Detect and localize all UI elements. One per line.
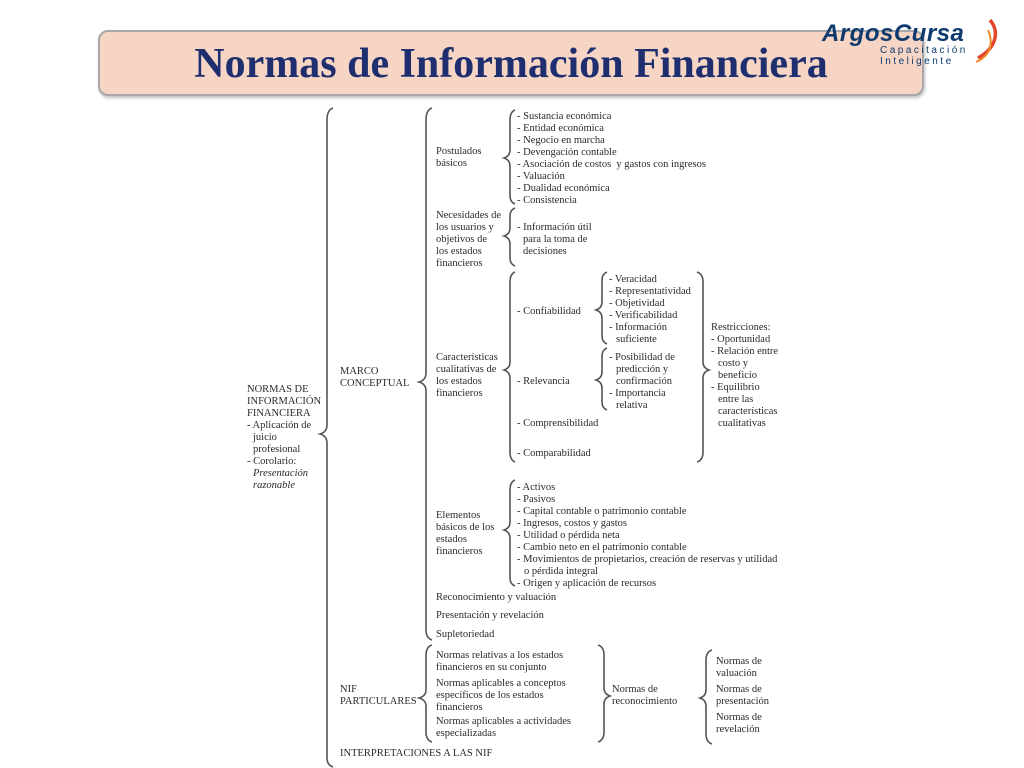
restriccion-item: costo y [718,358,749,369]
nif-item: Normas relativas a los estados [436,650,564,661]
postulado-item: - Dualidad económica [517,183,610,194]
elemento-item: - Origen y aplicación de recursos [517,578,657,589]
restriccion-item: cualitativas [718,418,766,429]
root-line8: Presentación [253,468,309,479]
elemento-item: - Pasivos [517,494,556,505]
rel-item: confirmación [616,376,672,387]
conf-item: - Verificabilidad [609,310,678,321]
rel-item: - Posibilidad de [609,352,675,363]
elemento-item: - Ingresos, costos y gastos [517,518,627,529]
necesidades-item1: - Información útil [517,222,592,233]
nif-line2: PARTICULARES [340,696,417,707]
restriccion-item: - Relación entre [711,346,779,357]
page-title: Normas de Información Financiera [194,41,828,87]
nif-item: financieros en su conjunto [436,662,547,673]
root-line4: - Aplicación de [247,420,312,431]
postulado-item: - Asociación de costos y gastos con ingresos [517,159,706,170]
elementos-label4: financieros [436,546,483,557]
presentacion-revelacion: Presentación y revelación [436,610,544,621]
brace-root [320,108,333,767]
brace-elementos [504,480,515,586]
restriccion-item: Restricciones: [711,322,771,333]
normas-tipo: presentación [716,696,770,707]
elemento-item: - Cambio neto en el patrimonio contable [517,542,687,553]
elemento-item: - Activos [517,482,556,493]
conf-item: - Información [609,322,668,333]
conf-item: - Objetividad [609,298,665,309]
root-line2: INFORMACIÓN [247,396,322,407]
root-line6: profesional [253,444,301,455]
normas-reconocimiento-line2: reconocimiento [612,696,678,707]
elementos-label1: Elementos [436,510,481,521]
marco-line2: CONCEPTUAL [340,378,410,389]
necesidades-label3: objetivos de [436,234,488,245]
elemento-item: - Utilidad o pérdida neta [517,530,620,541]
reconocimiento-valuacion: Reconocimiento y valuación [436,592,557,603]
restriccion-item: características [718,406,778,417]
caract-label3: los estados [436,376,482,387]
normas-tipo: Normas de [716,684,762,695]
restriccion-item: beneficio [718,370,758,381]
confiabilidad: - Confiabilidad [517,306,581,317]
brace-confiabilidad [596,272,607,344]
comprensibilidad: - Comprensibilidad [517,418,599,429]
normas-tipo: revelación [716,724,760,735]
interpretaciones: INTERPRETACIONES A LAS NIF [340,748,493,759]
brace-caracteristicas [504,272,515,462]
restriccion-item: - Oportunidad [711,334,771,345]
root-line9: razonable [253,480,295,491]
brace-marco [419,108,432,640]
nif-item: específicos de los estados [436,690,544,701]
caract-label2: cualitativas de [436,364,497,375]
conf-item: - Veracidad [609,274,657,285]
nif-item: financieros [436,702,483,713]
root-line5: juicio [253,432,277,443]
postulado-item: - Consistencia [517,195,577,206]
elemento-item: - Capital contable o patrimonio contable [517,506,687,517]
root-line1: NORMAS DE [247,384,309,395]
normas-tipo: valuación [716,668,757,679]
root-line7: - Corolario: [247,456,297,467]
supletoriedad: Supletoriedad [436,629,495,640]
postulado-item: - Negocio en marcha [517,135,605,146]
conf-item: suficiente [616,334,657,345]
postulados-label2: básicos [436,158,467,169]
nif-item: Normas aplicables a conceptos [436,678,566,689]
comparabilidad: - Comparabilidad [517,448,591,459]
necesidades-label2: los usuarios y [436,222,494,233]
postulados-label1: Postulados [436,146,482,157]
normas-reconocimiento-line1: Normas de [612,684,658,695]
logo-brand-text: ArgosCursa [822,20,965,47]
brace-postulados [504,110,515,204]
relevancia: - Relevancia [517,376,570,387]
necesidades-label1: Necesidades de [436,210,502,221]
necesidades-item2: para la toma de [523,234,588,245]
logo-tagline-2: Inteligente [880,56,954,67]
necesidades-label4: los estados [436,246,482,257]
rel-item: - Importancia [609,388,666,399]
brace-restricciones [697,272,709,462]
normas-tipo: Normas de [716,656,762,667]
brace-nif-close [598,645,610,742]
rel-item: relativa [616,400,648,411]
brace-nif [419,645,432,742]
postulado-item: - Entidad económica [517,123,604,134]
elemento-item: o pérdida integral [524,566,599,577]
brace-normas-tipo [700,650,712,744]
restriccion-item: - Equilibrio [711,382,760,393]
elementos-label2: básicos de los [436,522,495,533]
postulado-item: - Devengación contable [517,147,617,158]
nif-line1: NIF [340,684,357,695]
restriccion-item: entre las [718,394,754,405]
rel-item: predicción y [616,364,669,375]
necesidades-label5: financieros [436,258,483,269]
elementos-label3: estados [436,534,467,545]
logo-tagline-1: Capacitación [880,45,968,56]
caract-label4: financieros [436,388,483,399]
postulado-item: - Valuación [517,171,565,182]
nif-item: Normas aplicables a actividades [436,716,571,727]
brace-relevancia [596,348,607,410]
postulado-item: - Sustancia económica [517,111,612,122]
nif-item: especializadas [436,728,497,739]
brace-necesidades [504,208,515,266]
necesidades-item3: decisiones [523,246,567,257]
conf-item: - Representatividad [609,286,691,297]
elemento-item: - Movimientos de propietarios, creación de reservas y utilidad [517,554,778,565]
root-line3: FINANCIERA [247,408,311,419]
normas-tipo: Normas de [716,712,762,723]
marco-line1: MARCO [340,366,379,377]
caract-label1: Características [436,352,498,363]
